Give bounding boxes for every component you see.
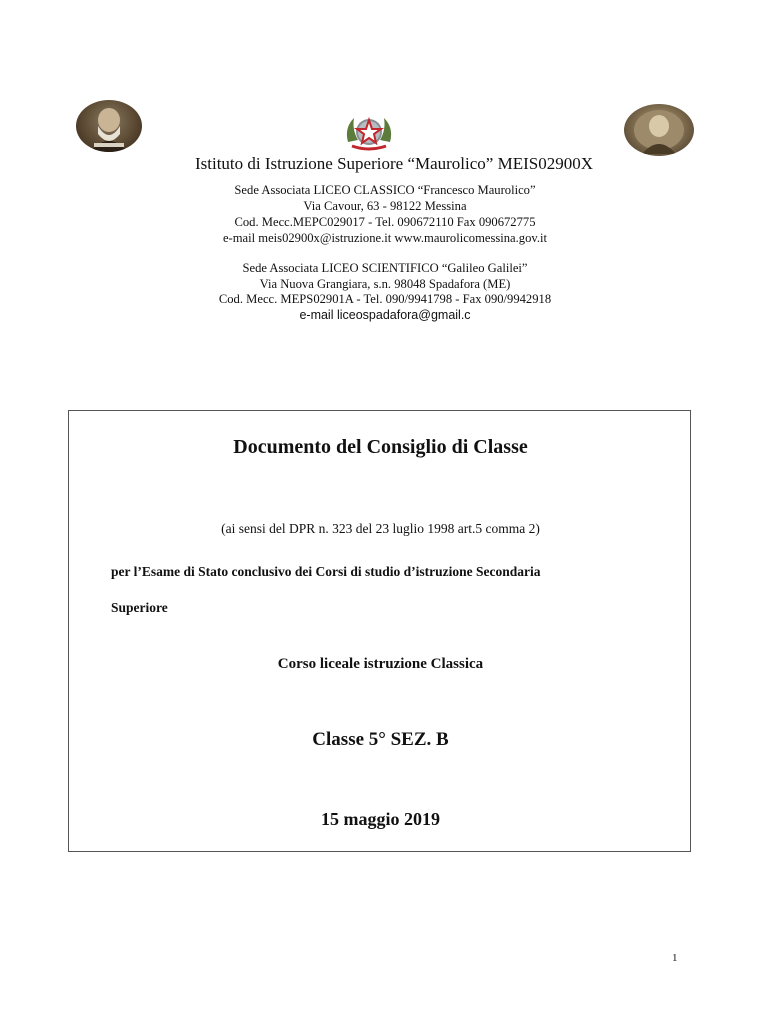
exam-description-line2: Superiore (111, 600, 168, 615)
scientifico-address-line: Via Nuova Grangiara, s.n. 98048 Spadafora (ME) (259, 277, 511, 291)
document-date: 15 maggio 2019 (321, 809, 440, 829)
galileo-portrait-logo (76, 100, 142, 152)
course-name: Corso liceale istruzione Classica (277, 656, 484, 672)
classico-address-line: Via Cavour, 63 - 98122 Messina (303, 199, 467, 213)
scientifico-email-line: e-mail liceospadafora@gmail.c (299, 308, 471, 322)
classico-email-line: e-mail meis02900x@istruzione.it www.maurolicomessina.gov.it (222, 231, 548, 245)
maurolico-portrait-logo (624, 104, 694, 156)
scientifico-code-line: Cod. Mecc. MEPS02901A - Tel. 090/9941798 - Fax 090/9942918 (218, 292, 552, 306)
document-title: Documento del Consiglio di Classe (233, 436, 528, 458)
scientifico-seat-line: Sede Associata LICEO SCIENTIFICO “Galileo Galilei” (242, 261, 528, 275)
document-frame (68, 410, 691, 852)
exam-description-line1: per l’Esame di Stato conclusivo dei Corsi di studio d’istruzione Secondaria (111, 564, 541, 579)
class-section: Classe 5° SEZ. B (312, 729, 449, 750)
document-subtitle: (ai sensi del DPR n. 323 del 23 luglio 1998 art.5 comma 2) (221, 521, 540, 536)
page-number: 1 (672, 952, 678, 964)
institute-title: Istituto di Istruzione Superiore “Maurolico” MEIS02900X (194, 154, 593, 173)
classico-seat-line: Sede Associata LICEO CLASSICO “Francesco Maurolico” (234, 183, 536, 197)
classico-code-line: Cod. Mecc.MEPC029017 - Tel. 090672110 Fax 090672775 (234, 215, 536, 229)
italian-republic-emblem (342, 112, 396, 152)
